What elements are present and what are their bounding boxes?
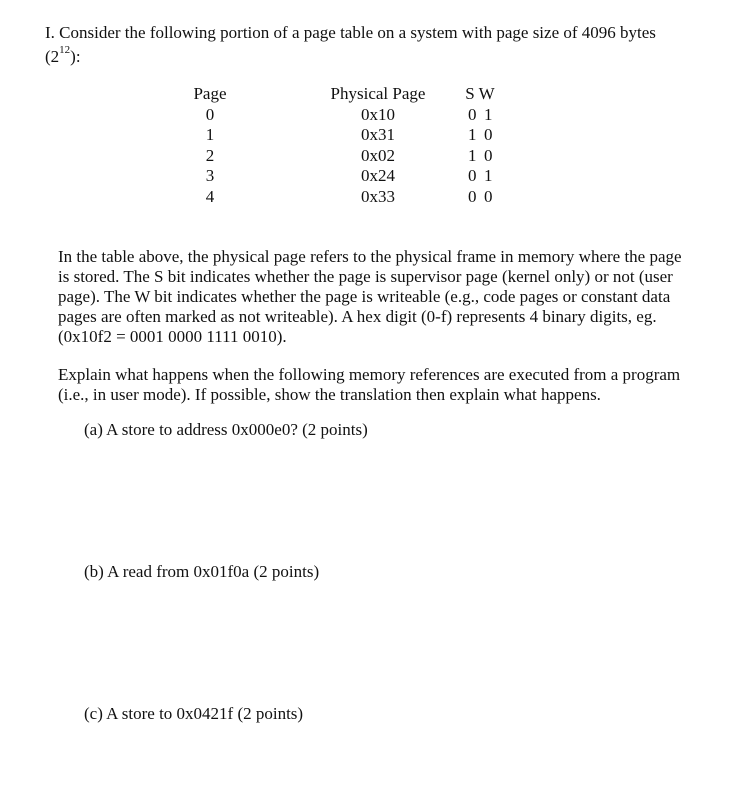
page-size-exponent: 12	[59, 44, 71, 57]
subquestion-c: (c) A store to 0x0421f (2 points)	[84, 704, 304, 723]
physical-page-cell: 0x31	[361, 125, 395, 144]
s-bit: 0	[468, 186, 477, 206]
page-cell: 1	[205, 125, 215, 144]
explanation-line: (0x10f2 = 0001 0000 1111 0010).	[58, 327, 287, 346]
physical-page-cell: 0x24	[361, 166, 395, 185]
physical-page-cell: 0x02	[361, 145, 395, 165]
page-cell: 4	[205, 186, 215, 206]
s-bit: 1	[468, 145, 477, 165]
sw-cell	[456, 146, 504, 167]
explanation-line: page). The W bit indicates whether the page is writeable (e.g., code pages or constant data	[58, 287, 671, 306]
page-cell: 2	[205, 145, 215, 165]
w-bit: 1	[484, 166, 493, 185]
physical-page-column	[322, 84, 434, 207]
sw-cell	[456, 105, 504, 126]
subquestion-a: (a) A store to address 0x000e0? (2 points)	[84, 420, 368, 439]
physical-page-cell: 0x10	[361, 104, 395, 124]
sw-column	[456, 84, 504, 207]
explanation-line: is stored. The S bit indicates whether the page is supervisor page (kernel only) or not (user	[58, 267, 673, 286]
page-cell: 0	[205, 104, 215, 124]
w-bit: 0	[484, 125, 493, 144]
instruction-line: Explain what happens when the following memory references are executed from a program	[58, 365, 681, 384]
sw-cell	[456, 166, 504, 187]
s-bit: 1	[468, 125, 477, 144]
question-intro-line2	[45, 44, 81, 67]
explanation-line: In the table above, the physical page refers to the physical frame in memory where the page	[58, 247, 682, 266]
instruction-paragraph	[58, 365, 718, 405]
page-size-suffix: ):	[70, 47, 81, 66]
page-cell: 3	[205, 166, 215, 185]
page-table	[0, 84, 750, 214]
w-bit: 1	[484, 104, 493, 124]
s-bit: 0	[468, 104, 477, 124]
w-bit: 0	[484, 145, 493, 165]
page-column-header: Page	[193, 84, 227, 103]
sw-cell	[456, 187, 504, 208]
page-size-prefix: (2	[45, 47, 60, 66]
s-bit: 0	[468, 166, 477, 185]
sw-cell	[456, 125, 504, 146]
page-column	[180, 84, 240, 207]
w-bit: 0	[484, 186, 493, 206]
physical-page-cell: 0x33	[361, 186, 395, 206]
physical-page-column-header: Physical Page	[330, 84, 426, 103]
explanation-line: pages are often marked as not writeable). A hex digit (0-f) represents 4 binary digits, eg.	[58, 307, 657, 326]
subquestion-b: (b) A read from 0x01f0a (2 points)	[84, 562, 320, 581]
sw-column-header: S W	[465, 84, 495, 103]
instruction-line: (i.e., in user mode). If possible, show the translation then explain what happens.	[58, 385, 601, 404]
explanation-paragraph	[58, 247, 718, 347]
question-intro-line1: I. Consider the following portion of a page table on a system with page size of 4096 bytes	[45, 23, 656, 42]
